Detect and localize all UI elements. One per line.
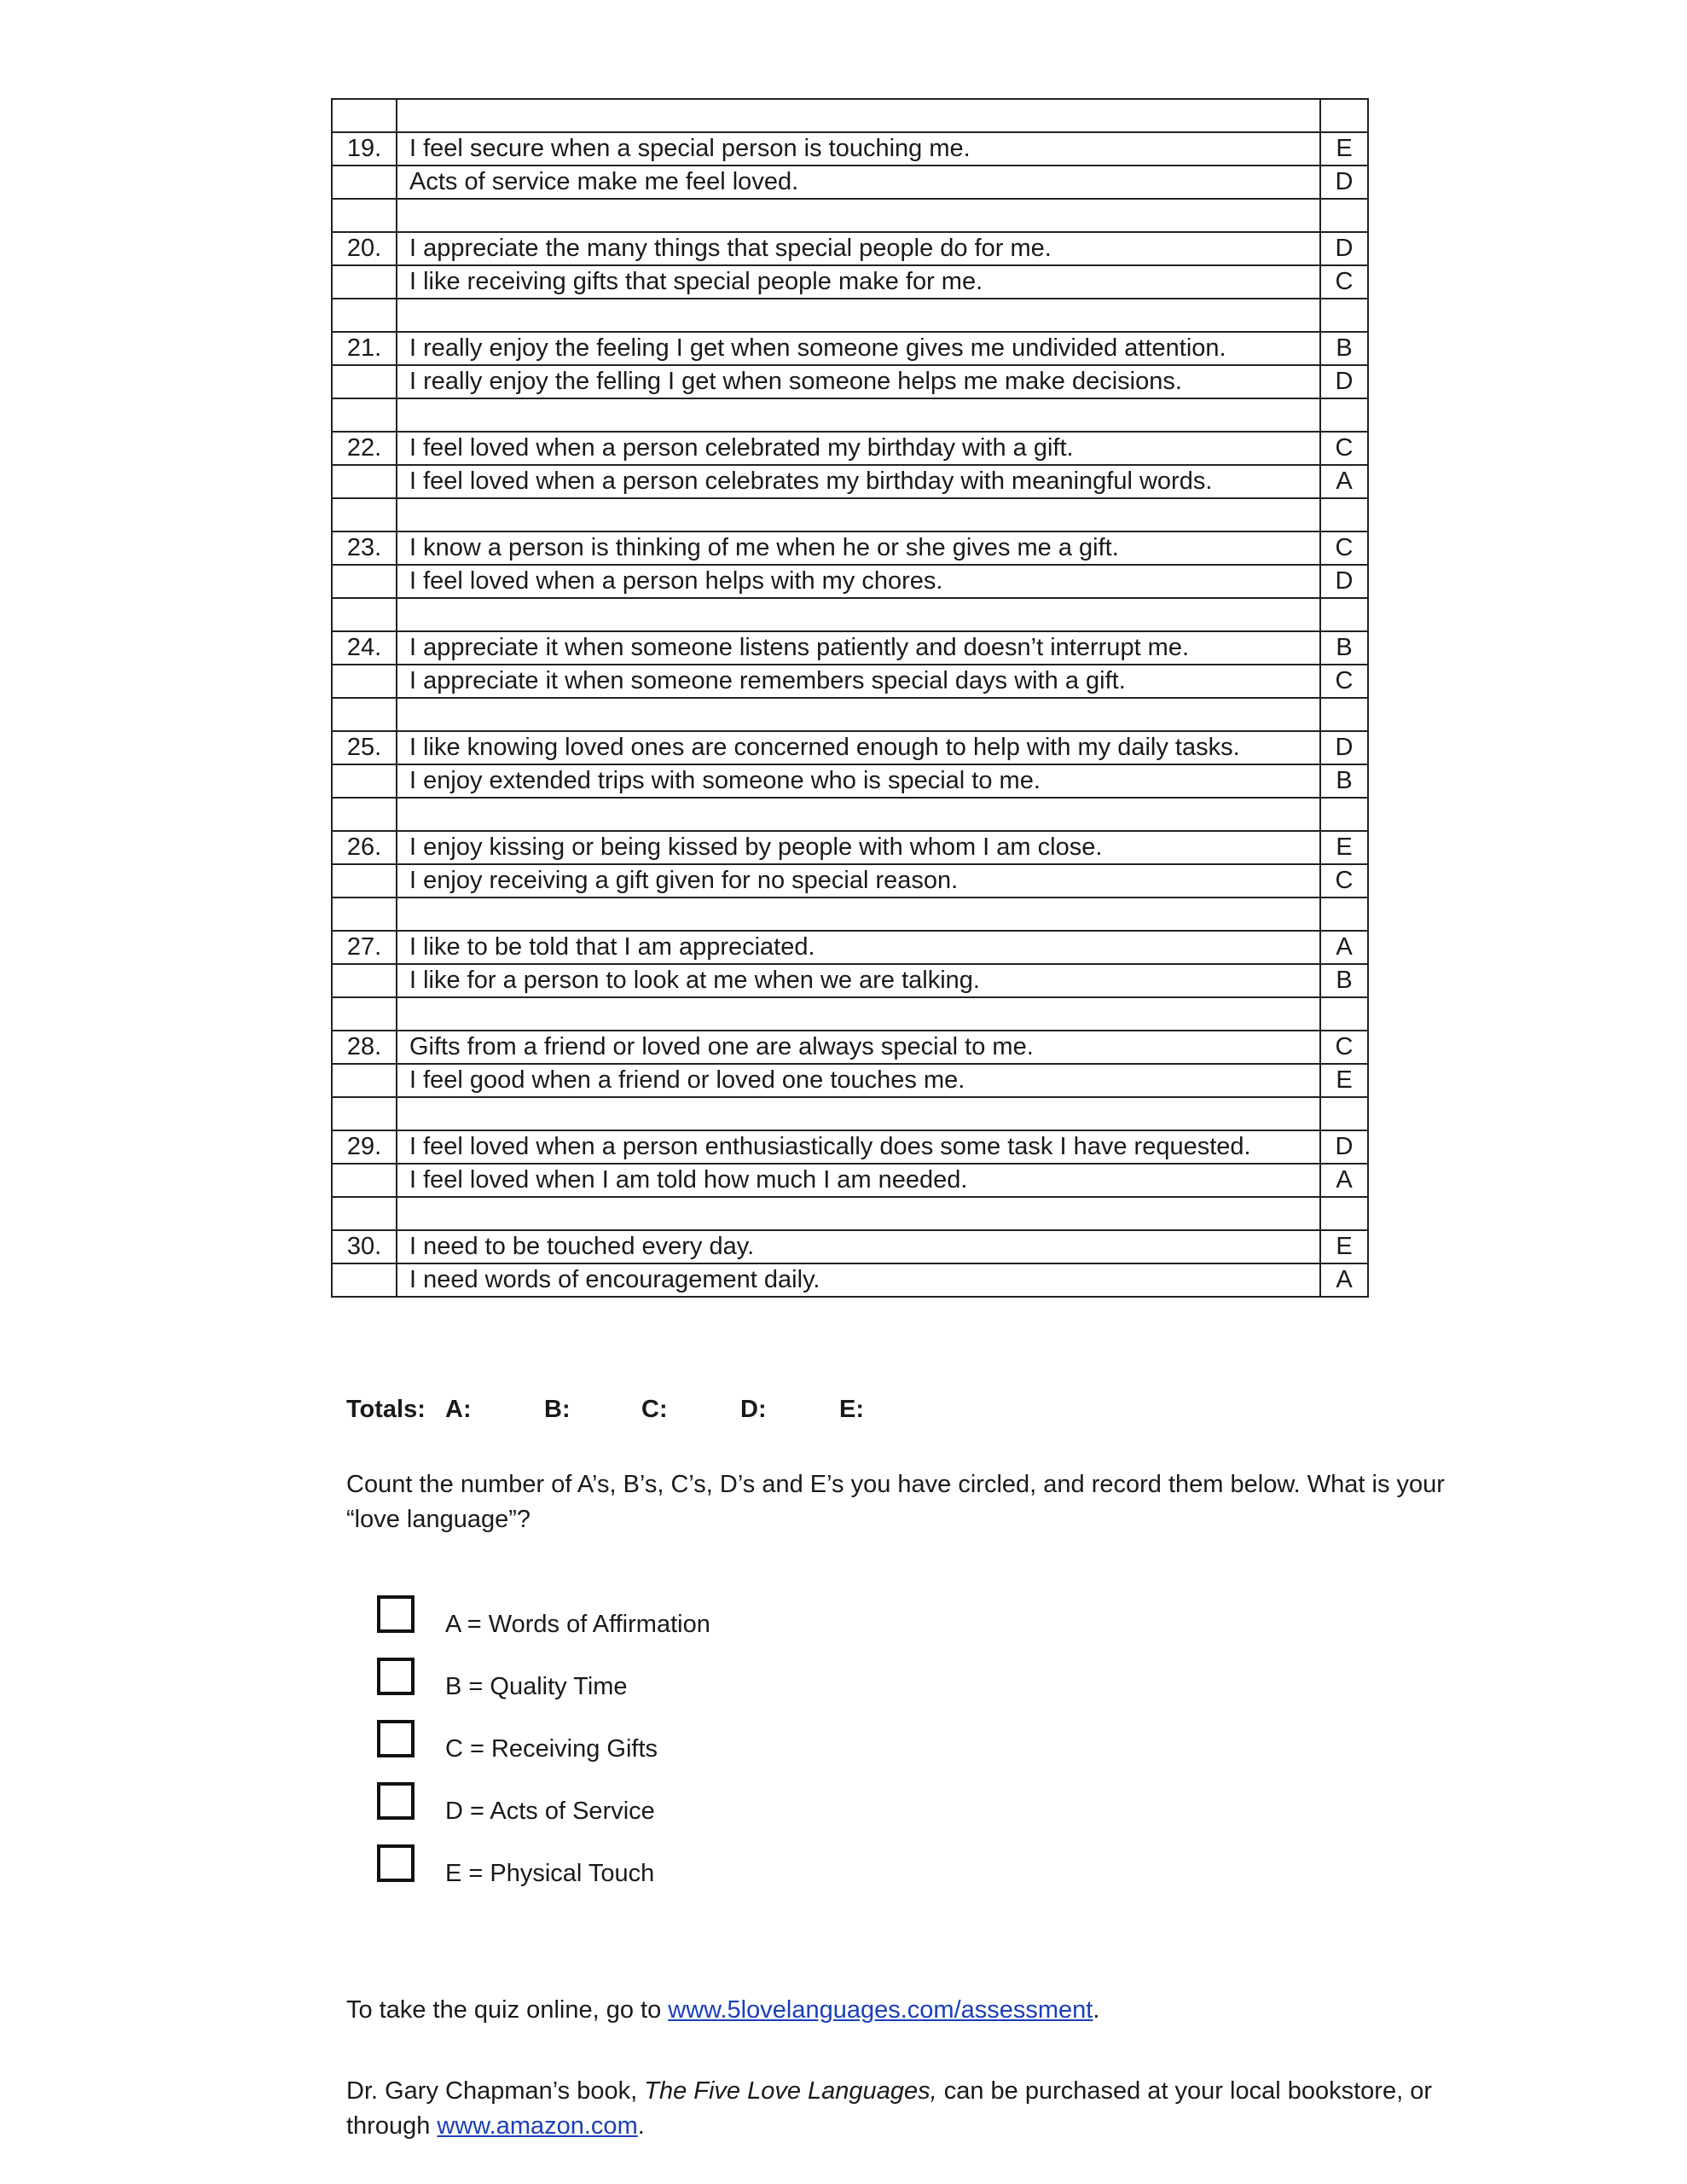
empty-cell [332, 964, 397, 997]
answer-code-a[interactable]: D [1320, 731, 1368, 764]
question-row [332, 232, 1368, 265]
empty-cell [332, 1164, 397, 1197]
empty-cell [1320, 1197, 1368, 1230]
statement-b: I need words of encouragement daily. [397, 1263, 1320, 1297]
empty-cell [1320, 199, 1368, 232]
empty-cell [397, 199, 1320, 232]
book-middle: can be purchased at your local bookstore, or through [346, 2077, 1432, 2140]
empty-cell [332, 1097, 397, 1130]
answer-code-a[interactable]: B [1320, 631, 1368, 665]
quiz-table [331, 98, 1369, 1298]
statement-a: Gifts from a friend or loved one are always special to me. [397, 1031, 1320, 1064]
totals-e: E: [839, 1396, 864, 1423]
spacer-row [332, 598, 1368, 631]
answer-code-b[interactable]: E [1320, 1064, 1368, 1097]
spacer-row [332, 498, 1368, 531]
statement-b: Acts of service make me feel loved. [397, 166, 1320, 199]
empty-cell [397, 997, 1320, 1031]
totals-a: A: [445, 1396, 472, 1423]
statement-a: I really enjoy the feeling I get when someone gives me undivided attention. [397, 332, 1320, 365]
answer-code-a[interactable]: D [1320, 1130, 1368, 1164]
empty-cell [332, 465, 397, 498]
question-number: 21. [332, 332, 397, 365]
statement-b: I feel loved when a person celebrates my birthday with meaningful words. [397, 465, 1320, 498]
statement-a: I feel loved when a person enthusiastically does some task I have requested. [397, 1130, 1320, 1164]
question-row [332, 665, 1368, 698]
statement-a: I enjoy kissing or being kissed by people with whom I am close. [397, 831, 1320, 864]
book-suffix: . [637, 2112, 645, 2140]
empty-cell [1320, 498, 1368, 531]
question-row [332, 166, 1368, 199]
answer-code-b[interactable]: C [1320, 864, 1368, 897]
empty-cell [397, 99, 1320, 132]
spacer-row [332, 1197, 1368, 1230]
empty-cell [332, 365, 397, 398]
empty-cell [332, 398, 397, 432]
legend-label: D = Acts of Service [445, 1798, 655, 1825]
statement-a: I like to be told that I am appreciated. [397, 931, 1320, 964]
answer-code-b[interactable]: B [1320, 964, 1368, 997]
totals-b: B: [544, 1396, 571, 1423]
question-row [332, 931, 1368, 964]
answer-code-a[interactable]: C [1320, 1031, 1368, 1064]
totals-d: D: [740, 1396, 767, 1423]
question-row [332, 1064, 1368, 1097]
answer-code-a[interactable]: C [1320, 531, 1368, 565]
empty-cell [332, 764, 397, 798]
question-number: 19. [332, 132, 397, 166]
online-quiz-note [346, 1993, 1455, 2028]
empty-cell [332, 698, 397, 731]
book-prefix: Dr. Gary Chapman’s book, [346, 2077, 645, 2105]
answer-code-b[interactable]: B [1320, 764, 1368, 798]
legend-label: B = Quality Time [445, 1673, 628, 1700]
question-row [332, 1164, 1368, 1197]
answer-code-a[interactable]: E [1320, 132, 1368, 166]
answer-code-b[interactable]: A [1320, 1263, 1368, 1297]
statement-a: I feel loved when a person celebrated my birthday with a gift. [397, 432, 1320, 465]
spacer-row [332, 398, 1368, 432]
question-row [332, 964, 1368, 997]
answer-code-a[interactable]: E [1320, 831, 1368, 864]
empty-cell [1320, 398, 1368, 432]
empty-cell [1320, 997, 1368, 1031]
spacer-row [332, 897, 1368, 931]
statement-b: I enjoy extended trips with someone who is special to me. [397, 764, 1320, 798]
empty-cell [1320, 299, 1368, 332]
question-row [332, 432, 1368, 465]
question-number: 29. [332, 1130, 397, 1164]
question-row [332, 132, 1368, 166]
answer-code-b[interactable]: A [1320, 1164, 1368, 1197]
book-title: The Five Love Languages, [644, 2077, 937, 2105]
empty-cell [397, 398, 1320, 432]
empty-cell [332, 99, 397, 132]
statement-a: I feel secure when a special person is touching me. [397, 132, 1320, 166]
empty-cell [332, 864, 397, 897]
answer-code-a[interactable]: D [1320, 232, 1368, 265]
question-row [332, 1031, 1368, 1064]
answer-code-b[interactable]: D [1320, 565, 1368, 598]
spacer-row [332, 99, 1368, 132]
answer-code-b[interactable]: C [1320, 265, 1368, 299]
online-prefix: To take the quiz online, go to [346, 1996, 669, 2024]
question-row [332, 565, 1368, 598]
question-number: 30. [332, 1230, 397, 1263]
spacer-row [332, 299, 1368, 332]
totals-label: Totals: [346, 1396, 426, 1423]
statement-b: I like receiving gifts that special people make for me. [397, 265, 1320, 299]
empty-cell [397, 1197, 1320, 1230]
question-row [332, 265, 1368, 299]
checkbox-physical-touch[interactable] [377, 1844, 415, 1882]
empty-cell [332, 1263, 397, 1297]
statement-a: I like knowing loved ones are concerned enough to help with my daily tasks. [397, 731, 1320, 764]
empty-cell [332, 199, 397, 232]
statement-b: I really enjoy the felling I get when someone helps me make decisions. [397, 365, 1320, 398]
question-number: 28. [332, 1031, 397, 1064]
question-row [332, 631, 1368, 665]
empty-cell [332, 565, 397, 598]
spacer-row [332, 997, 1368, 1031]
question-row [332, 332, 1368, 365]
spacer-row [332, 698, 1368, 731]
assessment-link[interactable]: www.5lovelanguages.com/assessment [668, 1996, 1093, 2024]
question-number: 23. [332, 531, 397, 565]
legend-label: A = Words of Affirmation [445, 1611, 710, 1638]
empty-cell [332, 897, 397, 931]
book-note [346, 2074, 1455, 2144]
spacer-row [332, 1097, 1368, 1130]
empty-cell [332, 166, 397, 199]
statement-a: I need to be touched every day. [397, 1230, 1320, 1263]
empty-cell [332, 498, 397, 531]
spacer-row [332, 798, 1368, 831]
answer-code-b[interactable]: C [1320, 665, 1368, 698]
empty-cell [1320, 798, 1368, 831]
question-row [332, 1230, 1368, 1263]
empty-cell [397, 498, 1320, 531]
empty-cell [397, 1097, 1320, 1130]
statement-b: I like for a person to look at me when we are talking. [397, 964, 1320, 997]
statement-a: I know a person is thinking of me when he or she gives me a gift. [397, 531, 1320, 565]
answer-code-a[interactable]: E [1320, 1230, 1368, 1263]
question-number: 24. [332, 631, 397, 665]
legend-label: C = Receiving Gifts [445, 1735, 658, 1763]
empty-cell [332, 665, 397, 698]
question-number: 25. [332, 731, 397, 764]
empty-cell [397, 798, 1320, 831]
question-row [332, 365, 1368, 398]
empty-cell [397, 598, 1320, 631]
empty-cell [1320, 1097, 1368, 1130]
answer-code-a[interactable]: A [1320, 931, 1368, 964]
empty-cell [332, 1064, 397, 1097]
empty-cell [332, 1197, 397, 1230]
checkbox-words-of-affirmation[interactable] [377, 1595, 415, 1633]
quiz-table-body [332, 99, 1368, 1297]
question-number: 27. [332, 931, 397, 964]
question-row [332, 831, 1368, 864]
question-number: 22. [332, 432, 397, 465]
empty-cell [332, 265, 397, 299]
statement-a: I appreciate the many things that special people do for me. [397, 232, 1320, 265]
answer-code-b[interactable]: A [1320, 465, 1368, 498]
checkbox-receiving-gifts[interactable] [377, 1720, 415, 1757]
empty-cell [1320, 897, 1368, 931]
question-row [332, 465, 1368, 498]
question-row [332, 531, 1368, 565]
statement-b: I feel loved when I am told how much I am needed. [397, 1164, 1320, 1197]
empty-cell [332, 299, 397, 332]
question-row [332, 1130, 1368, 1164]
statement-b: I feel loved when a person helps with my chores. [397, 565, 1320, 598]
checkbox-acts-of-service[interactable] [377, 1782, 415, 1820]
amazon-link[interactable]: www.amazon.com [437, 2112, 638, 2140]
empty-cell [1320, 698, 1368, 731]
question-row [332, 731, 1368, 764]
answer-code-b[interactable]: D [1320, 365, 1368, 398]
empty-cell [1320, 598, 1368, 631]
question-row [332, 1263, 1368, 1297]
online-suffix: . [1093, 1996, 1100, 2024]
checkbox-quality-time[interactable] [377, 1658, 415, 1695]
question-row [332, 864, 1368, 897]
answer-code-a[interactable]: C [1320, 432, 1368, 465]
totals-c: C: [641, 1396, 668, 1423]
empty-cell [332, 598, 397, 631]
question-number: 26. [332, 831, 397, 864]
empty-cell [332, 997, 397, 1031]
question-number: 20. [332, 232, 397, 265]
empty-cell [1320, 99, 1368, 132]
answer-code-b[interactable]: D [1320, 166, 1368, 199]
question-row [332, 764, 1368, 798]
legend-label: E = Physical Touch [445, 1860, 655, 1887]
statement-b: I appreciate it when someone remembers special days with a gift. [397, 665, 1320, 698]
answer-code-a[interactable]: B [1320, 332, 1368, 365]
empty-cell [397, 897, 1320, 931]
empty-cell [397, 299, 1320, 332]
empty-cell [332, 798, 397, 831]
spacer-row [332, 199, 1368, 232]
statement-b: I feel good when a friend or loved one touches me. [397, 1064, 1320, 1097]
empty-cell [397, 698, 1320, 731]
instructions-text: Count the number of A’s, B’s, C’s, D’s and E’s you have circled, and record them below. What is your “love language”? [346, 1471, 1445, 1533]
statement-b: I enjoy receiving a gift given for no special reason. [397, 864, 1320, 897]
statement-a: I appreciate it when someone listens patiently and doesn’t interrupt me. [397, 631, 1320, 665]
